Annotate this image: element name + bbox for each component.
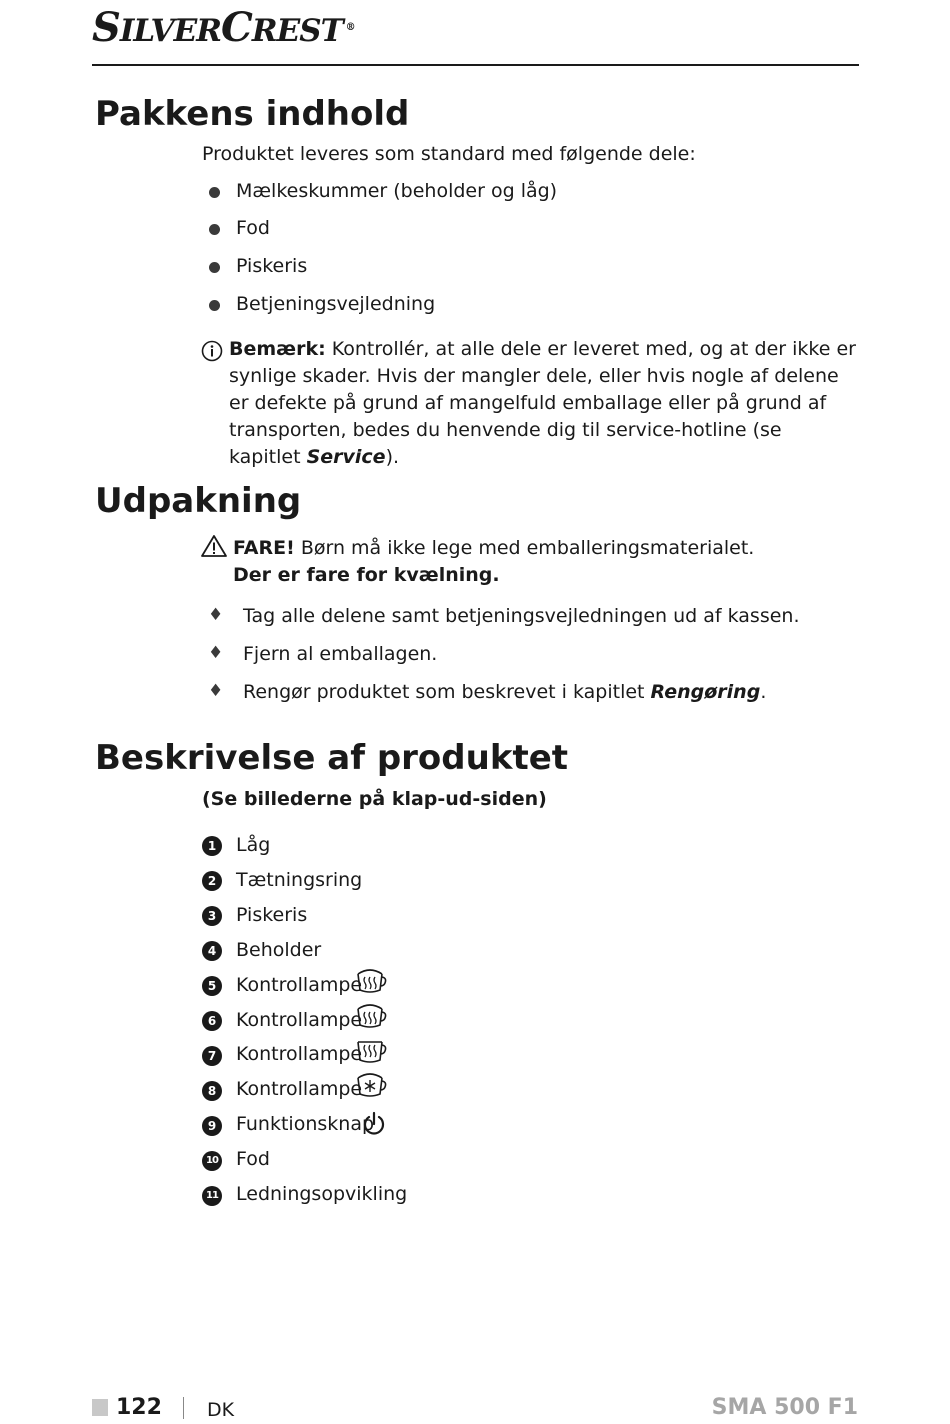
part-number-badge: 5 (202, 976, 222, 996)
part-label: Kontrollampe (236, 974, 363, 996)
contents-intro: Produktet leveres som standard med følgende dele: (202, 143, 696, 165)
part-number-badge: 8 (202, 1081, 222, 1101)
bullet-icon (209, 224, 220, 235)
model-name: SMA 500 F1 (711, 1395, 858, 1420)
warning-line-2: Der er fare for kvælning. (233, 564, 500, 586)
part-label: Funktionsknap (236, 1113, 375, 1135)
step-item: Tag alle delene samt betjeningsvejledningen ud af kassen. (243, 605, 800, 627)
bullet-icon (209, 300, 220, 311)
note-text: Kontrollér, at alle dele er leveret med, og at der ikke er synlige skader. Hvis der mangler dele, eller hvis nogle af delene er defekte på grund af mangelfuld emballage eller på grund af transporten, bedes du henvende dig til service-hotline (se kapitlet (229, 338, 856, 468)
part-number-badge: 6 (202, 1011, 222, 1031)
part-label: Ledningsopvikling (236, 1183, 408, 1205)
bullet-icon (209, 187, 220, 198)
bullet-icon (209, 262, 220, 273)
part-number-badge: 10 (202, 1151, 222, 1171)
part-number-badge: 9 (202, 1116, 222, 1136)
part-number-badge: 11 (202, 1186, 222, 1206)
list-item: Betjeningsvejledning (236, 293, 436, 315)
hot-cup-icon (354, 997, 388, 1031)
description-subtitle: (Se billederne på klap-ud-siden) (202, 788, 547, 810)
part-label: Beholder (236, 939, 322, 961)
part-number-badge: 4 (202, 941, 222, 961)
step-item: Rengør produktet som beskrevet i kapitlet Rengøring. (243, 681, 767, 703)
list-item: Fod (236, 217, 270, 239)
note-reference: Service (306, 446, 386, 468)
part-label: Låg (236, 834, 271, 856)
part-label: Tætningsring (236, 869, 363, 891)
part-number-badge: 7 (202, 1046, 222, 1066)
part-label: Fod (236, 1148, 270, 1170)
brand-logo: SILVERCREST ® (92, 4, 355, 51)
section-title-unpacking: Udpakning (95, 481, 302, 521)
page-number: 122 (116, 1395, 162, 1420)
language-code: DK (207, 1399, 235, 1421)
power-icon (361, 1111, 387, 1137)
step-reference: Rengøring (650, 681, 761, 703)
list-item: Mælkeskummer (beholder og låg) (236, 180, 558, 202)
header-divider (92, 64, 859, 66)
section-title-description: Beskrivelse af produktet (95, 738, 569, 778)
warning-line: FARE! Børn må ikke lege med emballeringsmaterialet. (233, 537, 755, 559)
section-title-contents: Pakkens indhold (95, 94, 410, 134)
hot-cup-icon (354, 1034, 388, 1066)
note-paragraph: Bemærk: Kontrollér, at alle dele er leveret med, og at der ikke er synlige skader. Hvis der mangler dele, eller hvis nogle af delene er defekte på grund af mangelfuld emballage eller på grund af transporten, bedes du henvende dig til service-hotline (se kapitlet Service). (229, 338, 856, 468)
info-icon (201, 340, 223, 362)
note-label: Bemærk: (229, 338, 326, 360)
footer-marker (92, 1399, 108, 1416)
part-number-badge: 3 (202, 906, 222, 926)
step-item: Fjern al emballagen. (243, 643, 438, 665)
list-item: Piskeris (236, 255, 308, 277)
part-label: Kontrollampe (236, 1078, 363, 1100)
step-marker-icon: ♦ (208, 643, 224, 663)
footer-divider (183, 1397, 184, 1419)
cold-cup-icon (354, 1066, 388, 1100)
warning-label: FARE! (233, 537, 295, 559)
warning-icon (200, 534, 228, 558)
part-label: Piskeris (236, 904, 308, 926)
step-marker-icon: ♦ (208, 681, 224, 701)
part-number-badge: 1 (202, 836, 222, 856)
part-label: Kontrollampe (236, 1043, 363, 1065)
step-marker-icon: ♦ (208, 605, 224, 625)
part-label: Kontrollampe (236, 1009, 363, 1031)
hot-cup-icon (354, 962, 388, 996)
part-number-badge: 2 (202, 871, 222, 891)
